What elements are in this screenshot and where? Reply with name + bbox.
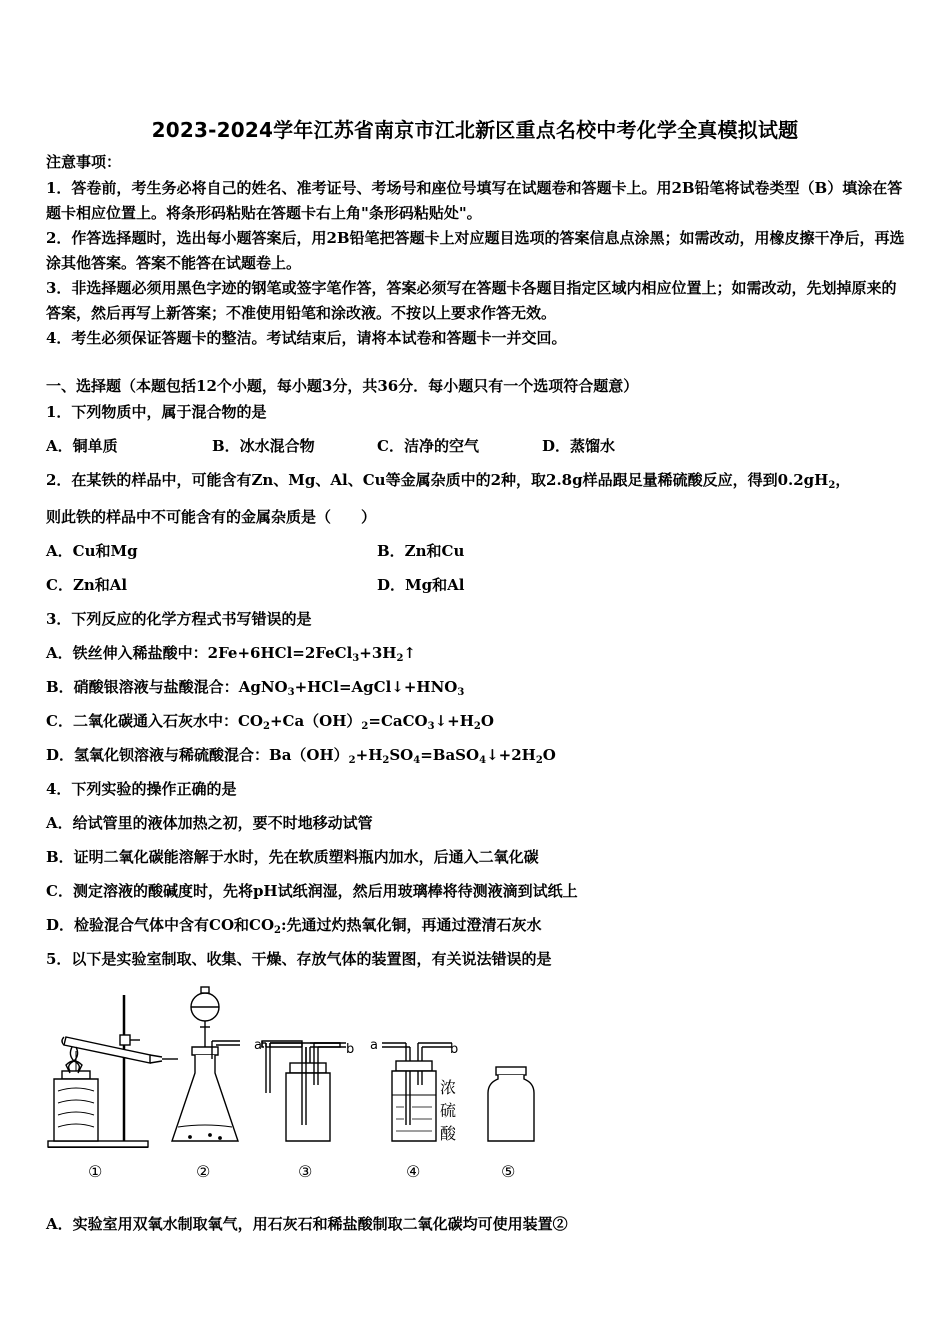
question-2-option-d: D．Mg和Al <box>377 576 465 594</box>
notice-item-4: 4．考生必须保证答题卡的整洁。考试结束后，请将本试卷和答题卡一并交回。 <box>46 329 567 347</box>
question-5-stem: 5．以下是实验室制取、收集、干燥、存放气体的装置图，有关说法错误的是 <box>46 950 552 968</box>
apparatus-4-port-b: b <box>450 1042 459 1057</box>
acid-label-char-2: 硫 <box>440 1101 457 1120</box>
question-4-stem: 4．下列实验的操作正确的是 <box>46 780 237 798</box>
apparatus-1-heating <box>48 995 178 1147</box>
apparatus-3-port-a: a <box>254 1038 262 1053</box>
apparatus-label-5: ⑤ <box>501 1162 516 1181</box>
question-2-stem-line-1: 2．在某铁的样品中，可能含有Zn、Mg、Al、Cu等金属杂质中的2种，取2.8g样品跟足量稀硫酸反应，得到$0.2gH_2$， <box>46 471 851 491</box>
apparatus-2-flask <box>172 987 240 1141</box>
notice-item-2: 2．作答选择题时，选出每小题答案后，用2B铅笔把答题卡上对应题目选项的答案信息点涂黑；如需改动，用橡皮擦干净后，再选涂其他答案。答案不能答在试题卷上。 <box>46 229 905 272</box>
question-3-option-a: A．铁丝伸入稀盐酸中：$2Fe+6HCl=2FeCl_3+3H_2↑$ <box>46 644 416 664</box>
apparatus-4-acid-bottle <box>370 1038 458 1143</box>
question-3-stem: 3．下列反应的化学方程式书写错误的是 <box>46 610 312 628</box>
apparatus-label-1: ① <box>88 1162 103 1181</box>
page-title: 2023-2024学年江苏省南京市江北新区重点名校中考化学全真模拟试题 <box>151 118 799 142</box>
question-4-option-b: B．证明二氧化碳能溶解于水时，先在软质塑料瓶内加水，后通入二氧化碳 <box>46 848 539 866</box>
question-3-option-d: D．氢氧化钡溶液与稀硫酸混合：$Ba(OH)_2+H_2SO_4=BaSO_4↓+2H_2O$ <box>46 746 556 766</box>
apparatus-figure <box>40 975 560 1185</box>
acid-label-char-1: 浓 <box>440 1078 457 1097</box>
apparatus-3-bottle <box>254 1038 354 1141</box>
question-4-option-c: C．测定溶液的酸碱度时，先将pH试纸润湿，然后用玻璃棒将待测液滴到试纸上 <box>46 882 578 900</box>
notice-item-1: 1．答卷前，考生务必将自己的姓名、准考证号、考场号和座位号填写在试题卷和答题卡上。用2B铅笔将试卷类型（B）填涂在答题卡相应位置上。将条形码粘贴在答题卡右上角"条形码粘贴处"。 <box>46 179 903 222</box>
question-3-option-b: B．硝酸银溶液与盐酸混合：$AgNO_3+HCl=AgCl↓+HNO_3$ <box>46 678 465 698</box>
apparatus-5-storage <box>488 1067 534 1141</box>
apparatus-label-4: ④ <box>406 1162 421 1181</box>
question-2-option-b: B．Zn和Cu <box>377 542 465 560</box>
question-1-option-c: C．洁净的空气 <box>377 437 479 455</box>
apparatus-label-2: ② <box>196 1162 211 1181</box>
question-1-option-d: D．蒸馏水 <box>542 437 616 455</box>
question-4-option-d: D．检验混合气体中含有CO和$CO_2$:先通过灼热氧化铜，再通过澄清石灰水 <box>46 916 542 936</box>
notice-heading: 注意事项： <box>46 153 122 171</box>
acid-label-char-3: 酸 <box>440 1124 457 1143</box>
question-3-option-c: C．二氧化碳通入石灰水中：$CO_2+Ca(OH)_2=CaCO_3↓+H_2O$ <box>46 712 494 732</box>
question-1-option-a: A．铜单质 <box>46 437 118 455</box>
section-heading: 一、选择题（本题包括12个小题，每小题3分，共36分．每小题只有一个选项符合题意） <box>46 377 639 395</box>
question-1-stem: 1．下列物质中，属于混合物的是 <box>46 403 267 421</box>
question-5-option-a: A．实验室用双氧水制取氧气，用石灰石和稀盐酸制取二氧化碳均可使用装置② <box>46 1215 568 1233</box>
question-2-stem-line-2: 则此铁的样品中不可能含有的金属杂质是（ ） <box>46 508 377 526</box>
question-2-option-c: C．Zn和Al <box>46 576 128 594</box>
apparatus-label-3: ③ <box>298 1162 313 1181</box>
question-4-option-a: A．给试管里的液体加热之初，要不时地移动试管 <box>46 814 373 832</box>
question-1-option-b: B．冰水混合物 <box>212 437 315 455</box>
notice-item-3: 3．非选择题必须用黑色字迹的钢笔或签字笔作答，答案必须写在答题卡各题目指定区域内相应位置上；如需改动，先划掉原来的答案，然后再写上新答案；不准使用铅笔和涂改液。不按以上要求作答无效。 <box>46 279 897 322</box>
apparatus-4-port-a: a <box>370 1038 378 1053</box>
question-2-option-a: A．Cu和Mg <box>46 542 138 560</box>
apparatus-3-port-b: b <box>346 1042 355 1057</box>
